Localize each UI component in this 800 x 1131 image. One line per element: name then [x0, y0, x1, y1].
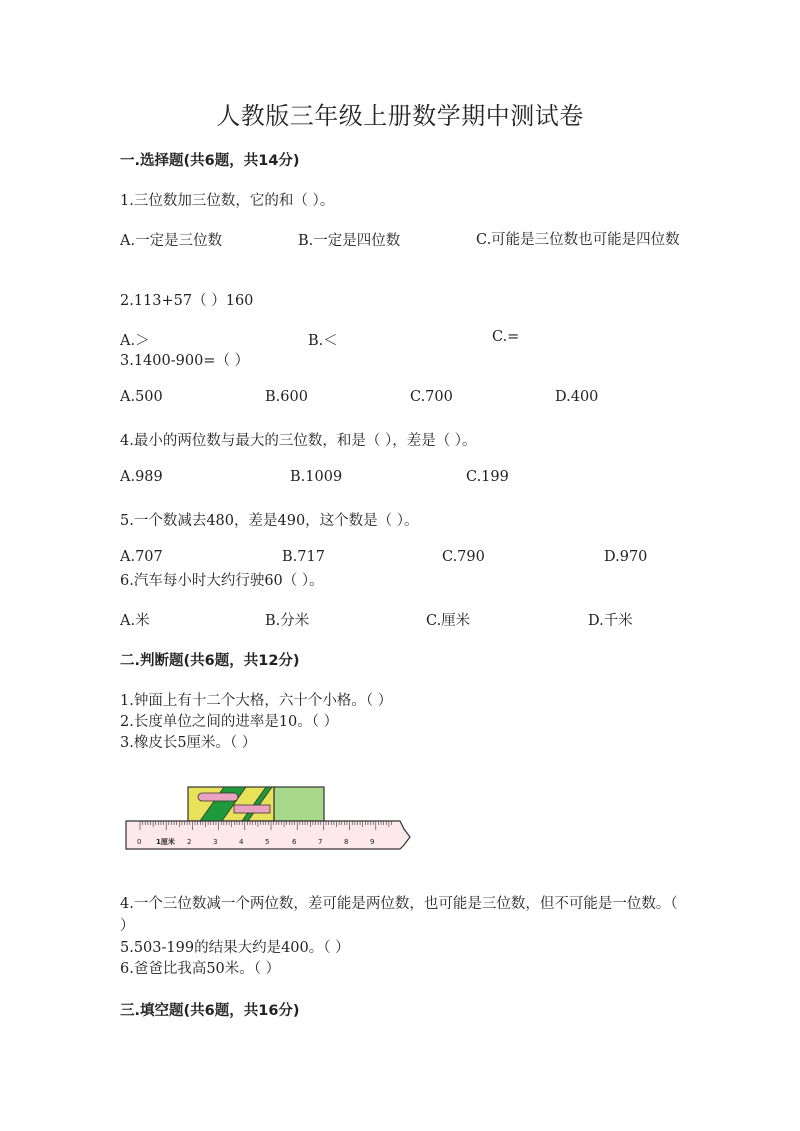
- ruler-tick-label-5: 5: [265, 838, 270, 846]
- question-1-4-options: [120, 469, 680, 491]
- question-1-5-options: [120, 549, 680, 571]
- option-a: A.500: [120, 389, 163, 405]
- ruler-tick-label-0: 0: [137, 838, 142, 846]
- question-2-6: 6.爸爸比我高50米。（ ）: [120, 961, 281, 977]
- question-1-3-options: [120, 389, 680, 411]
- question-2-2: 2.长度单位之间的进率是10。（ ）: [120, 714, 339, 730]
- option-c: C.厘米: [426, 613, 471, 629]
- ruler-tick-label-8: 8: [344, 838, 349, 846]
- question-2-5: 5.503-199的结果大约是400。（ ）: [120, 940, 350, 956]
- option-a: A.707: [120, 549, 163, 565]
- option-b: B.717: [282, 549, 325, 565]
- eraser-ruler-figure: [124, 783, 416, 853]
- option-b: B.分米: [265, 613, 310, 629]
- option-d: D.千米: [588, 613, 633, 629]
- option-c-wrapped: C.可能是三位数也可能是四位数: [476, 232, 680, 248]
- section-heading-fill: 三.填空题(共6题，共16分): [120, 1003, 300, 1019]
- question-1-1: 1.三位数加三位数，它的和（ ）。: [120, 193, 335, 209]
- question-1-2-options: [120, 329, 680, 351]
- question-1-3: 3.1400-900=（ ）: [120, 353, 250, 369]
- question-1-4: 4.最小的两位数与最大的三位数，和是（ ），差是（ ）。: [120, 433, 477, 449]
- question-2-1: 1.钟面上有十二个大格，六十个小格。（ ）: [120, 693, 393, 709]
- option-c: C.790: [442, 549, 485, 565]
- ruler-tick-label-6: 6: [292, 838, 297, 846]
- option-a: A.一定是三位数: [120, 233, 223, 249]
- question-1-2: 2.113+57（ ）160: [120, 293, 254, 309]
- question-2-4: 4.一个三位数减一个两位数，差可能是两位数，也可能是三位数，但不可能是一位数。（ ）: [120, 896, 678, 934]
- option-d: D.400: [555, 389, 599, 405]
- option-a: A.＞: [120, 333, 150, 349]
- question-2-3: 3.橡皮长5厘米。（ ）: [120, 735, 257, 751]
- option-a: A.米: [120, 613, 150, 629]
- ruler-tick-label-4: 4: [239, 838, 244, 846]
- question-1-6: 6.汽车每小时大约行驶60（ ）。: [120, 573, 324, 589]
- ruler-tick-label-3: 3: [213, 838, 218, 846]
- ruler-tick-label-2: 2: [187, 838, 192, 846]
- question-1-5: 5.一个数减去480，差是490，这个数是（ ）。: [120, 513, 419, 529]
- option-d: D.970: [604, 549, 648, 565]
- section-heading-judge: 二.判断题(共6题，共12分): [120, 653, 300, 669]
- option-b: B.＜: [308, 333, 338, 349]
- eraser-pink-strip: [198, 793, 238, 801]
- option-c: C.199: [466, 469, 509, 485]
- option-a: A.989: [120, 469, 163, 485]
- option-c: C.=: [492, 329, 520, 345]
- question-1-6-options: [120, 609, 680, 631]
- eraser-pink-tab: [234, 805, 270, 813]
- ruler-tick-label-7: 7: [318, 838, 323, 846]
- ruler-unit-label: 1厘米: [156, 838, 175, 846]
- option-b: B.一定是四位数: [298, 233, 401, 249]
- green-block: [274, 787, 324, 821]
- page-title: 人教版三年级上册数学期中测试卷: [216, 102, 584, 130]
- option-c: C.700: [410, 389, 453, 405]
- ruler-tick-label-9: 9: [370, 838, 375, 846]
- option-b: B.600: [265, 389, 308, 405]
- option-b: B.1009: [290, 469, 343, 485]
- section-heading-choice: 一.选择题(共6题，共14分): [120, 153, 300, 169]
